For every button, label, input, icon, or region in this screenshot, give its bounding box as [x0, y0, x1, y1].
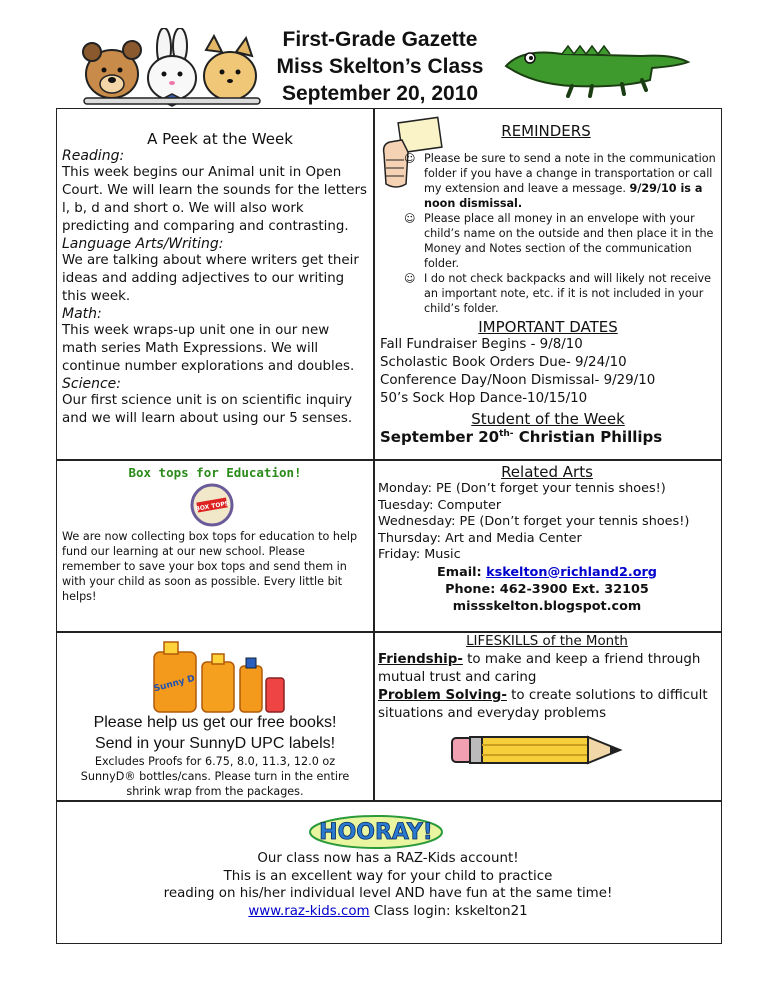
student-name: Christian Phillips — [513, 428, 663, 446]
science-heading: Science: — [62, 376, 121, 392]
hooray-text: HOORAY! — [319, 820, 433, 845]
raz-login-line — [60, 903, 716, 921]
important-dates-title: IMPORTANT DATES — [478, 318, 618, 336]
arts-item: Tuesday: Computer — [378, 497, 502, 513]
arts-item: Monday: PE (Don’t forget your tennis shoes!) — [378, 481, 666, 496]
column-divider — [373, 108, 375, 800]
student-date-suffix: th- — [499, 429, 514, 439]
boxtops-text: We are now collecting box tops for education to help fund our learning at our new school. Please remember to save your box tops and send them in with your child as soon as possible. Every little bit helps! — [62, 530, 358, 603]
row-divider-3 — [56, 800, 721, 802]
blog-address: missskelton.blogspot.com — [452, 598, 642, 614]
reminder-text: Please place all money in an envelope with your child’s name on the outside and then place it in the Money and Notes section of the communication folder. — [424, 212, 714, 270]
raz-line-2: This is an excellent way for your child to practice — [223, 868, 553, 884]
raz-kids-section — [60, 850, 716, 920]
date-item: Conference Day/Noon Dismissal- 9/29/10 — [380, 373, 656, 388]
raz-line-1: Our class now has a RAZ-Kids account! — [257, 851, 519, 866]
raz-line-3: reading on his/her individual level AND have fun at the same time! — [163, 886, 613, 901]
reminder-item — [404, 211, 716, 271]
email-label: Email: — [437, 564, 487, 580]
lifeskill-problem-solving — [378, 687, 716, 723]
reminder-bold: 9/29/10 is a noon dismissal. — [424, 182, 703, 210]
problem-solving-heading: Problem Solving- — [378, 688, 507, 703]
math-text: This week wraps-up unit one in our new math series Math Expressions. We will continue number explorations and doubles. — [62, 323, 355, 374]
hooray-clipart — [306, 806, 446, 852]
reading-heading: Reading: — [62, 148, 125, 164]
raz-kids-link[interactable]: www.raz-kids.com — [248, 903, 370, 919]
reading-text: This week begins our Animal unit in Open Court. We will learn the sounds for the letters l, b, d and short o. We will also work predicting and comparing and contrasting. — [62, 165, 367, 234]
problem-solving-text: to create solutions to difficult situations and everyday problems — [378, 688, 708, 721]
email-link[interactable]: kskelton@richland2.org — [486, 564, 657, 580]
student-date: September 20 — [380, 428, 500, 446]
raz-login: Class login: kskelton21 — [369, 903, 528, 919]
arts-item: Wednesday: PE (Don’t forget your tennis shoes!) — [378, 514, 690, 529]
bottle-label: Sunny D — [152, 673, 197, 695]
sunnyd-line-1: Please help us get our free books! — [93, 714, 337, 731]
smiley-icon: ☺ — [404, 272, 416, 285]
header-line-3: September 20, 2010 — [281, 82, 479, 105]
lifeskill-friendship — [378, 651, 716, 687]
friendship-heading: Friendship- — [378, 652, 463, 667]
header-line-1: First-Grade Gazette — [282, 28, 478, 51]
row-divider-1 — [56, 459, 721, 461]
friendship-text: to make and keep a friend through mutual trust and caring — [378, 652, 701, 685]
contact-phone: Phone: 462-3900 Ext. 32105 — [445, 581, 649, 597]
student-of-week — [380, 428, 716, 446]
reminders-list — [404, 151, 716, 316]
date-item: Fall Fundraiser Begins - 9/8/10 — [380, 337, 583, 352]
date-item: Scholastic Book Orders Due- 9/24/10 — [380, 355, 627, 370]
peek-section — [62, 130, 368, 428]
reminder-text: Please be sure to send a note in the communication folder if you have a change in transportation or call my extension and leave a message. — [424, 152, 716, 195]
boxtops-logo — [190, 483, 234, 527]
language-arts-text: We are talking about where writers get their ideas and adding adjectives to our writing this week. — [62, 253, 359, 304]
reminder-text: I do not check backpacks and will likely not receive an important note, etc. if it is not included in your child’s folder. — [424, 272, 711, 315]
related-arts-section — [378, 463, 716, 615]
lifeskills-title: LIFESKILLS of the Month — [466, 634, 628, 649]
language-arts-heading: Language Arts/Writing: — [62, 236, 224, 252]
sunnyd-fine-print: Excludes Proofs for 6.75, 8.0, 11.3, 12.0 oz SunnyD® bottles/cans. Please turn in the entire shrink wrap from the packages. — [80, 755, 350, 798]
important-dates-section — [380, 318, 716, 446]
arts-item: Friday: Music — [378, 547, 461, 562]
boxtops-logo-text: BOX TOPS — [194, 500, 230, 513]
date-item: 50’s Sock Hop Dance-10/15/10 — [380, 391, 588, 406]
newsletter-header — [200, 26, 560, 107]
sunnyd-bottles-image — [150, 634, 290, 714]
science-text: Our first science unit is on scientific inquiry and we will learn about using our 5 senses. — [62, 393, 353, 426]
peek-title: A Peek at the Week — [147, 130, 293, 148]
sunnyd-section — [60, 712, 370, 799]
smiley-icon: ☺ — [404, 212, 416, 225]
smiley-icon: ☺ — [404, 152, 416, 165]
boxtops-title: Box tops for Education! — [128, 465, 302, 480]
related-arts-title: Related Arts — [501, 463, 593, 481]
header-line-2: Miss Skelton’s Class — [276, 55, 484, 78]
pencil-clipart — [450, 732, 630, 768]
sunnyd-line-2: Send in your SunnyD UPC labels! — [94, 735, 336, 752]
arts-item: Thursday: Art and Media Center — [378, 530, 582, 546]
student-of-week-title: Student of the Week — [471, 410, 625, 428]
contact-email — [378, 564, 716, 581]
reminders-title: REMINDERS — [501, 122, 591, 140]
reminder-item — [404, 271, 716, 316]
reminder-item — [404, 151, 716, 211]
math-heading: Math: — [62, 306, 102, 322]
lifeskills-section — [378, 633, 716, 723]
